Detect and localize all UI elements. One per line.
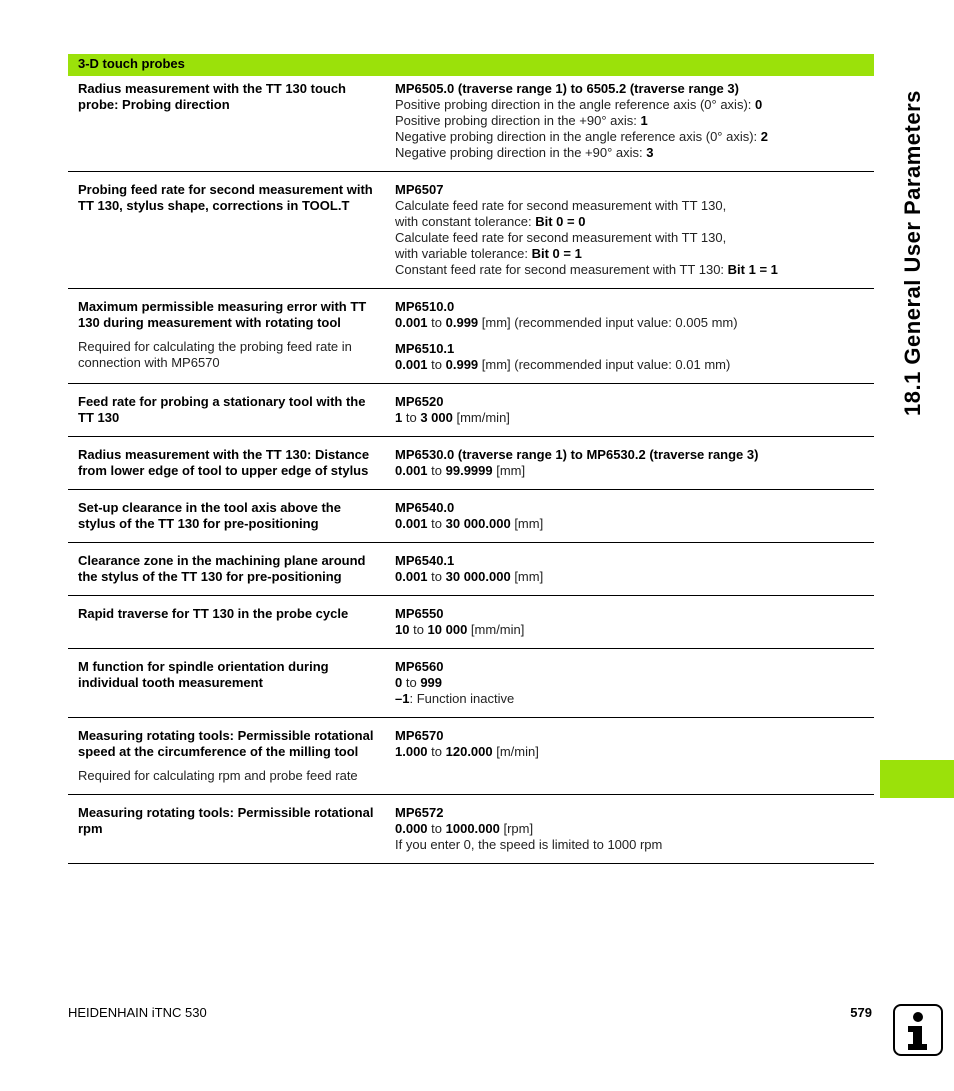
- value-text: : Function inactive: [409, 691, 515, 706]
- row-label-column: [68, 182, 386, 278]
- row-label: Radius measurement with the TT 130 touch probe: Probing direction: [78, 81, 346, 112]
- row-value-column: [386, 394, 874, 426]
- parameter-value-line: [395, 821, 874, 837]
- parameter-value-line: [395, 691, 874, 707]
- value-bold: 0.001: [395, 569, 428, 584]
- row-label: Measuring rotating tools: Permissible rotational rpm: [78, 805, 374, 836]
- value-text: Negative probing direction in the angle reference axis (0° axis):: [395, 129, 761, 144]
- parameter-name: MP6510.1: [395, 341, 455, 356]
- row-label-column: [68, 606, 386, 638]
- parameter-name: MP6560: [395, 659, 444, 674]
- value-bold: 99.9999: [445, 463, 493, 478]
- row-label: Maximum permissible measuring error with TT 130 during measurement with rotating tool: [78, 299, 367, 330]
- parameter-name: MP6540.1: [395, 553, 455, 568]
- value-bold: 0.000: [395, 821, 428, 836]
- parameter-value-line: [395, 744, 874, 760]
- row-label: Rapid traverse for TT 130 in the probe cycle: [78, 606, 349, 621]
- value-bold: 2: [760, 129, 769, 144]
- row-label: Measuring rotating tools: Permissible rotational speed at the circumference of the milling tool: [78, 728, 374, 759]
- value-bold: 1000.000: [445, 821, 500, 836]
- row-label-column: [68, 81, 386, 161]
- value-text: to: [427, 516, 446, 531]
- parameter-value-line: [395, 198, 874, 214]
- chapter-side-title: [870, 40, 954, 740]
- value-bold: 30 000.000: [445, 516, 511, 531]
- parameter-name: MP6570: [395, 728, 444, 743]
- parameter-row: [68, 289, 874, 384]
- value-text: [mm/min]: [452, 410, 510, 425]
- value-bold: –1: [395, 691, 410, 706]
- parameter-row: [68, 649, 874, 718]
- value-bold: 1: [640, 113, 648, 128]
- value-bold: 0: [755, 97, 763, 112]
- value-text: to: [427, 463, 446, 478]
- parameter-value-line: [395, 129, 874, 145]
- parameter-row: [68, 596, 874, 649]
- value-bold: Bit 0 = 1: [531, 246, 582, 261]
- parameter-name: MP6520: [395, 394, 444, 409]
- value-text: with constant tolerance:: [395, 214, 536, 229]
- value-bold: Bit 1 = 1: [727, 262, 778, 277]
- row-label-column: [68, 728, 386, 784]
- row-label: Feed rate for probing a stationary tool with the TT 130: [78, 394, 366, 425]
- value-text: [m/min]: [492, 744, 539, 759]
- value-text: to: [402, 675, 421, 690]
- value-text: If you enter 0, the speed is limited to 1000 rpm: [395, 837, 663, 852]
- row-label-column: [68, 500, 386, 532]
- value-bold: 999: [420, 675, 443, 690]
- parameter-value-line: [395, 410, 874, 426]
- value-bold: 0.001: [395, 463, 428, 478]
- value-bold: 120.000: [445, 744, 493, 759]
- chapter-title-text: 18.1 General User Parameters: [900, 90, 925, 416]
- parameter-value-line: [395, 569, 874, 585]
- parameter-value-line: [395, 357, 874, 373]
- parameter-value-line: [395, 113, 874, 129]
- value-text: Calculate feed rate for second measurement with TT 130,: [395, 198, 727, 213]
- value-text: to: [427, 569, 446, 584]
- value-bold: 0.999: [445, 315, 479, 330]
- row-note: Required for calculating the probing feed rate in connection with MP6570: [78, 339, 352, 370]
- parameter-row: [68, 795, 874, 864]
- row-value-column: [386, 728, 874, 784]
- info-icon: [893, 1004, 943, 1056]
- value-text: Positive probing direction in the angle reference axis (0° axis):: [395, 97, 755, 112]
- value-text: [mm/min]: [467, 622, 525, 637]
- row-label-column: [68, 659, 386, 707]
- value-bold: 10 000: [427, 622, 468, 637]
- row-label-column: [68, 553, 386, 585]
- parameter-value-line: [395, 516, 874, 532]
- page-number: 579: [850, 1005, 872, 1020]
- parameter-row: [68, 543, 874, 596]
- row-label-column: [68, 299, 386, 373]
- parameter-value-line: [395, 622, 874, 638]
- parameter-name: MP6530.0 (traverse range 1) to MP6530.2 (traverse range 3): [395, 447, 759, 462]
- parameter-name: MP6507: [395, 182, 444, 197]
- value-bold: 0.999: [445, 357, 479, 372]
- parameter-name: MP6510.0: [395, 299, 455, 314]
- row-value-column: [386, 659, 874, 707]
- value-text: to: [409, 622, 428, 637]
- row-value-column: [386, 182, 874, 278]
- parameter-table: [68, 54, 874, 864]
- parameter-row: [68, 76, 874, 172]
- parameter-row: [68, 437, 874, 490]
- row-note: Required for calculating rpm and probe feed rate: [78, 768, 358, 783]
- row-value-column: [386, 606, 874, 638]
- parameter-value-line: [395, 463, 874, 479]
- value-bold: 0: [395, 675, 403, 690]
- value-bold: 0.001: [395, 357, 428, 372]
- value-bold: 30 000.000: [445, 569, 511, 584]
- parameter-row: [68, 718, 874, 795]
- row-value-column: [386, 299, 874, 373]
- row-label: Clearance zone in the machining plane around the stylus of the TT 130 for pre-positioning: [78, 553, 366, 584]
- parameter-row: [68, 384, 874, 437]
- value-bold: 3 000: [420, 410, 453, 425]
- row-value-column: [386, 447, 874, 479]
- parameter-value-line: [395, 145, 874, 161]
- parameter-value-line: [395, 315, 874, 331]
- row-label: Set-up clearance in the tool axis above the stylus of the TT 130 for pre-positioning: [78, 500, 341, 531]
- row-label-column: [68, 805, 386, 853]
- value-text: Constant feed rate for second measurement with TT 130:: [395, 262, 728, 277]
- value-text: to: [427, 821, 446, 836]
- value-text: with variable tolerance:: [395, 246, 532, 261]
- value-bold: 3: [646, 145, 654, 160]
- row-value-column: [386, 500, 874, 532]
- parameter-name: MP6550: [395, 606, 444, 621]
- parameter-row: [68, 490, 874, 543]
- section-header: 3-D touch probes: [68, 54, 874, 76]
- value-bold: 1: [395, 410, 403, 425]
- row-label-column: [68, 394, 386, 426]
- parameter-value-line: [395, 837, 874, 853]
- value-text: Positive probing direction in the +90° axis:: [395, 113, 641, 128]
- value-bold: Bit 0 = 0: [535, 214, 586, 229]
- value-text: [mm] (recommended input value: 0.005 mm): [478, 315, 738, 330]
- value-text: to: [402, 410, 421, 425]
- row-label: M function for spindle orientation during individual tooth measurement: [78, 659, 329, 690]
- parameter-value-line: [395, 246, 874, 262]
- parameter-name: MP6540.0: [395, 500, 455, 515]
- parameter-name: MP6572: [395, 805, 444, 820]
- value-text: Calculate feed rate for second measurement with TT 130,: [395, 230, 727, 245]
- value-bold: 0.001: [395, 315, 428, 330]
- parameter-value-line: [395, 97, 874, 113]
- value-text: Negative probing direction in the +90° axis:: [395, 145, 647, 160]
- value-text: [mm] (recommended input value: 0.01 mm): [478, 357, 731, 372]
- value-bold: 10: [395, 622, 410, 637]
- info-glyph: [895, 1006, 941, 1054]
- parameter-row: [68, 172, 874, 289]
- value-text: [mm]: [510, 516, 544, 531]
- chapter-tab-marker: [880, 760, 954, 798]
- value-text: to: [427, 315, 446, 330]
- parameter-value-line: [395, 214, 874, 230]
- value-bold: 0.001: [395, 516, 428, 531]
- row-label: Probing feed rate for second measurement with TT 130, stylus shape, corrections in TOOL.T: [78, 182, 373, 213]
- parameter-value-line: [395, 262, 874, 278]
- parameter-value-line: [395, 230, 874, 246]
- value-text: [mm]: [510, 569, 544, 584]
- value-text: to: [427, 357, 446, 372]
- value-text: to: [427, 744, 446, 759]
- value-text: [rpm]: [499, 821, 534, 836]
- footer-product: HEIDENHAIN iTNC 530: [68, 1005, 207, 1020]
- row-label-column: [68, 447, 386, 479]
- value-text: [mm]: [492, 463, 526, 478]
- parameter-value-line: [395, 675, 874, 691]
- row-value-column: [386, 553, 874, 585]
- value-bold: 1.000: [395, 744, 428, 759]
- row-label: Radius measurement with the TT 130: Distance from lower edge of tool to upper edge of stylus: [78, 447, 370, 478]
- row-value-column: [386, 805, 874, 853]
- parameter-name: MP6505.0 (traverse range 1) to 6505.2 (traverse range 3): [395, 81, 739, 96]
- rows-container: [68, 76, 874, 864]
- row-value-column: [386, 81, 874, 161]
